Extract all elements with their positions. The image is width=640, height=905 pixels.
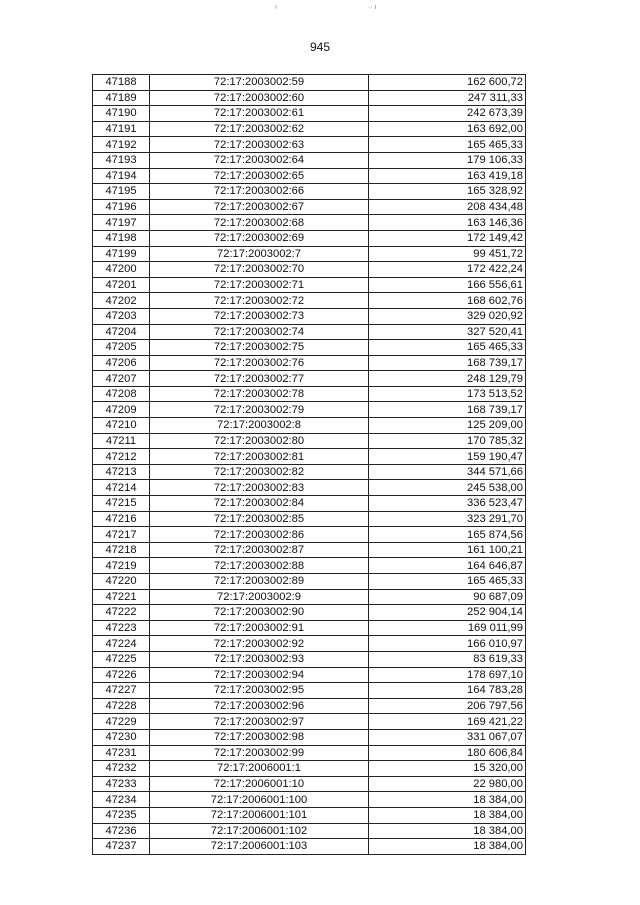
table-row — [93, 823, 526, 839]
cadastral-value-cell — [369, 496, 526, 512]
cadastral-number-cell: 72:17:2003002:77 — [150, 371, 369, 387]
cadastral-value-text: 344 571,66 — [467, 466, 523, 479]
cadastral-value-text: 329 020,92 — [467, 310, 523, 323]
row-number-cell: 47215 — [93, 496, 150, 512]
table-row — [93, 776, 526, 792]
row-number-cell: 47230 — [93, 729, 150, 745]
cadastral-value-text: 18 384,00 — [473, 809, 523, 822]
cadastral-value-cell — [369, 152, 526, 168]
cadastral-number-cell: 72:17:2003002:97 — [150, 714, 369, 730]
cadastral-number-cell: 72:17:2003002:88 — [150, 558, 369, 574]
cadastral-value-text: 173 513,52 — [467, 388, 523, 401]
cadastral-value-cell — [369, 683, 526, 699]
cadastral-value-text: 331 067,07 — [467, 731, 523, 744]
cadastral-number-cell: 72:17:2003002:96 — [150, 698, 369, 714]
cadastral-value-cell — [369, 558, 526, 574]
cadastral-value-cell — [369, 386, 526, 402]
row-number-cell: 47219 — [93, 558, 150, 574]
cadastral-number-cell: 72:17:2003002:93 — [150, 651, 369, 667]
cadastral-value-cell — [369, 776, 526, 792]
cadastral-value-cell — [369, 433, 526, 449]
table-row — [93, 605, 526, 621]
cadastral-value-cell — [369, 199, 526, 215]
cadastral-value-text: 161 100,21 — [467, 544, 523, 557]
cadastral-value-text: 164 646,87 — [467, 559, 523, 572]
cadastral-number-cell: 72:17:2003002:70 — [150, 262, 369, 278]
cadastral-value-cell — [369, 168, 526, 184]
cadastral-value-cell — [369, 75, 526, 91]
table-row — [93, 371, 526, 387]
cadastral-value-text: 164 783,28 — [467, 684, 523, 697]
cadastral-value-text: 165 465,33 — [467, 575, 523, 588]
table-row — [93, 137, 526, 153]
table-row — [93, 574, 526, 590]
cadastral-number-cell: 72:17:2006001:100 — [150, 792, 369, 808]
cadastral-number-cell: 72:17:2003002:62 — [150, 121, 369, 137]
row-number-cell: 47227 — [93, 683, 150, 699]
cadastral-number-cell: 72:17:2003002:63 — [150, 137, 369, 153]
cadastral-number-cell: 72:17:2003002:65 — [150, 168, 369, 184]
cadastral-number-cell: 72:17:2003002:59 — [150, 75, 369, 91]
cadastral-value-cell — [369, 184, 526, 200]
cadastral-value-cell — [369, 527, 526, 543]
cadastral-value-cell — [369, 714, 526, 730]
cadastral-value-text: 206 797,56 — [467, 700, 523, 713]
cadastral-number-cell: 72:17:2003002:80 — [150, 433, 369, 449]
cadastral-value-cell — [369, 308, 526, 324]
cadastral-value-cell — [369, 667, 526, 683]
cadastral-value-cell — [369, 761, 526, 777]
cadastral-value-text: 166 556,61 — [467, 279, 523, 292]
cadastral-number-cell: 72:17:2003002:83 — [150, 480, 369, 496]
table-row — [93, 761, 526, 777]
cadastral-value-cell — [369, 511, 526, 527]
table-row — [93, 839, 526, 855]
table-row — [93, 215, 526, 231]
table-row — [93, 511, 526, 527]
cadastral-number-cell: 72:17:2003002:92 — [150, 636, 369, 652]
cadastral-number-cell: 72:17:2003002:73 — [150, 308, 369, 324]
cadastral-number-cell: 72:17:2003002:76 — [150, 355, 369, 371]
cadastral-value-cell — [369, 698, 526, 714]
cadastral-value-cell — [369, 651, 526, 667]
cadastral-value-text: 83 619,33 — [473, 653, 523, 666]
cadastral-number-cell: 72:17:2003002:68 — [150, 215, 369, 231]
cadastral-value-cell — [369, 605, 526, 621]
row-number-cell: 47205 — [93, 340, 150, 356]
cadastral-value-text: 170 785,32 — [467, 434, 523, 447]
table-row — [93, 433, 526, 449]
cadastral-value-text: 165 465,33 — [467, 341, 523, 354]
table-row — [93, 90, 526, 106]
row-number-cell: 47193 — [93, 152, 150, 168]
cadastral-number-cell: 72:17:2003002:71 — [150, 277, 369, 293]
cadastral-value-cell — [369, 464, 526, 480]
cadastral-value-cell — [369, 106, 526, 122]
cadastral-number-cell: 72:17:2003002:98 — [150, 729, 369, 745]
table-row — [93, 75, 526, 91]
row-number-cell: 47216 — [93, 511, 150, 527]
scan-artifact-right: ·· ı — [368, 4, 377, 11]
row-number-cell: 47208 — [93, 386, 150, 402]
cadastral-number-cell: 72:17:2003002:74 — [150, 324, 369, 340]
table-row — [93, 324, 526, 340]
row-number-cell: 47188 — [93, 75, 150, 91]
cadastral-value-cell — [369, 324, 526, 340]
row-number-cell: 47206 — [93, 355, 150, 371]
cadastral-number-cell: 72:17:2006001:102 — [150, 823, 369, 839]
cadastral-number-cell: 72:17:2003002:67 — [150, 199, 369, 215]
cadastral-value-text: 165 328,92 — [467, 185, 523, 198]
row-number-cell: 47228 — [93, 698, 150, 714]
table-row — [93, 729, 526, 745]
row-number-cell: 47210 — [93, 418, 150, 434]
cadastral-value-cell — [369, 449, 526, 465]
cadastral-value-text: 168 739,17 — [467, 356, 523, 369]
table-row — [93, 418, 526, 434]
row-number-cell: 47214 — [93, 480, 150, 496]
cadastral-value-cell — [369, 589, 526, 605]
table-row — [93, 152, 526, 168]
cadastral-number-cell: 72:17:2003002:87 — [150, 542, 369, 558]
cadastral-value-cell — [369, 262, 526, 278]
row-number-cell: 47220 — [93, 574, 150, 590]
table-row — [93, 651, 526, 667]
cadastral-number-cell: 72:17:2003002:75 — [150, 340, 369, 356]
cadastral-number-cell: 72:17:2006001:101 — [150, 807, 369, 823]
cadastral-value-text: 247 311,33 — [467, 91, 523, 104]
cadastral-value-text: 169 421,22 — [467, 715, 523, 728]
cadastral-value-cell — [369, 277, 526, 293]
table-row — [93, 262, 526, 278]
cadastral-value-text: 90 687,09 — [473, 590, 523, 603]
cadastral-value-text: 248 129,79 — [467, 372, 523, 385]
cadastral-value-cell — [369, 823, 526, 839]
table-row — [93, 558, 526, 574]
table-row — [93, 355, 526, 371]
cadastral-value-text: 172 422,24 — [467, 263, 523, 276]
table-row — [93, 449, 526, 465]
cadastral-value-text: 163 692,00 — [467, 123, 523, 136]
cadastral-number-cell: 72:17:2003002:66 — [150, 184, 369, 200]
cadastral-value-cell — [369, 636, 526, 652]
row-number-cell: 47226 — [93, 667, 150, 683]
cadastral-number-cell: 72:17:2003002:7 — [150, 246, 369, 262]
scan-artifact-left: ı — [275, 4, 277, 11]
cadastral-number-cell: 72:17:2003002:64 — [150, 152, 369, 168]
cadastral-number-cell: 72:17:2003002:99 — [150, 745, 369, 761]
cadastral-value-text: 168 739,17 — [467, 403, 523, 416]
cadastral-value-cell — [369, 418, 526, 434]
cadastral-value-cell — [369, 293, 526, 309]
table-row — [93, 464, 526, 480]
cadastral-value-text: 22 980,00 — [473, 778, 523, 791]
table-row — [93, 496, 526, 512]
table-row — [93, 308, 526, 324]
row-number-cell: 47222 — [93, 605, 150, 621]
cadastral-value-text: 180 606,84 — [467, 746, 523, 759]
cadastral-value-text: 252 904,14 — [467, 606, 523, 619]
row-number-cell: 47203 — [93, 308, 150, 324]
table-row — [93, 402, 526, 418]
cadastral-value-text: 179 106,33 — [467, 154, 523, 167]
cadastral-value-cell — [369, 620, 526, 636]
table-row — [93, 636, 526, 652]
cadastral-value-cell — [369, 90, 526, 106]
cadastral-value-text: 99 451,72 — [473, 247, 523, 260]
table-row — [93, 184, 526, 200]
cadastral-value-cell — [369, 729, 526, 745]
row-number-cell: 47229 — [93, 714, 150, 730]
page-number: 945 — [309, 40, 331, 54]
cadastral-value-cell — [369, 480, 526, 496]
cadastral-number-cell: 72:17:2003002:91 — [150, 620, 369, 636]
cadastral-value-cell — [369, 246, 526, 262]
table-row — [93, 698, 526, 714]
row-number-cell: 47218 — [93, 542, 150, 558]
table-row — [93, 340, 526, 356]
cadastral-number-cell: 72:17:2003002:81 — [150, 449, 369, 465]
cadastral-value-text: 168 602,76 — [467, 294, 523, 307]
row-number-cell: 47236 — [93, 823, 150, 839]
cadastral-value-text: 162 600,72 — [467, 76, 523, 89]
cadastral-value-text: 125 209,00 — [467, 419, 523, 432]
cadastral-value-cell — [369, 839, 526, 855]
table-row — [93, 246, 526, 262]
cadastral-value-cell — [369, 121, 526, 137]
row-number-cell: 47221 — [93, 589, 150, 605]
table-row — [93, 121, 526, 137]
row-number-cell: 47231 — [93, 745, 150, 761]
cadastral-value-cell — [369, 792, 526, 808]
cadastral-value-cell — [369, 355, 526, 371]
table-row — [93, 714, 526, 730]
cadastral-number-cell: 72:17:2003002:84 — [150, 496, 369, 512]
table-row — [93, 527, 526, 543]
cadastral-number-cell: 72:17:2003002:90 — [150, 605, 369, 621]
cadastral-number-cell: 72:17:2003002:78 — [150, 386, 369, 402]
row-number-cell: 47192 — [93, 137, 150, 153]
cadastral-value-text: 242 673,39 — [467, 107, 523, 120]
table-row — [93, 589, 526, 605]
cadastral-number-cell: 72:17:2003002:61 — [150, 106, 369, 122]
cadastral-number-cell: 72:17:2003002:9 — [150, 589, 369, 605]
cadastral-value-text: 18 384,00 — [473, 824, 523, 837]
cadastral-number-cell: 72:17:2003002:69 — [150, 230, 369, 246]
row-number-cell: 47211 — [93, 433, 150, 449]
row-number-cell: 47232 — [93, 761, 150, 777]
row-number-cell: 47213 — [93, 464, 150, 480]
cadastral-number-cell: 72:17:2003002:85 — [150, 511, 369, 527]
row-number-cell: 47217 — [93, 527, 150, 543]
cadastral-value-cell — [369, 574, 526, 590]
cadastral-value-cell — [369, 371, 526, 387]
cadastral-value-text: 15 320,00 — [473, 762, 523, 775]
row-number-cell: 47189 — [93, 90, 150, 106]
table-row — [93, 199, 526, 215]
table-row — [93, 293, 526, 309]
cadastral-number-cell: 72:17:2003002:82 — [150, 464, 369, 480]
row-number-cell: 47235 — [93, 807, 150, 823]
table-row — [93, 667, 526, 683]
cadastral-value-text: 245 538,00 — [467, 481, 523, 494]
row-number-cell: 47197 — [93, 215, 150, 231]
row-number-cell: 47225 — [93, 651, 150, 667]
cadastral-value-cell — [369, 542, 526, 558]
row-number-cell: 47200 — [93, 262, 150, 278]
row-number-cell: 47199 — [93, 246, 150, 262]
table-row — [93, 620, 526, 636]
cadastral-value-text: 169 011,99 — [467, 622, 523, 635]
table-row — [93, 792, 526, 808]
cadastral-number-cell: 72:17:2006001:10 — [150, 776, 369, 792]
table-row — [93, 807, 526, 823]
row-number-cell: 47198 — [93, 230, 150, 246]
table-row — [93, 168, 526, 184]
table-row — [93, 106, 526, 122]
cadastral-value-cell — [369, 745, 526, 761]
cadastral-value-text: 165 465,33 — [467, 138, 523, 151]
row-number-cell: 47237 — [93, 839, 150, 855]
table-row — [93, 480, 526, 496]
cadastral-value-text: 163 146,36 — [467, 216, 523, 229]
row-number-cell: 47207 — [93, 371, 150, 387]
table-row — [93, 542, 526, 558]
table-row — [93, 277, 526, 293]
row-number-cell: 47212 — [93, 449, 150, 465]
row-number-cell: 47201 — [93, 277, 150, 293]
cadastral-value-text: 327 520,41 — [467, 325, 523, 338]
cadastral-value-cell — [369, 807, 526, 823]
row-number-cell: 47223 — [93, 620, 150, 636]
row-number-cell: 47204 — [93, 324, 150, 340]
row-number-cell: 47195 — [93, 184, 150, 200]
cadastral-number-cell: 72:17:2003002:89 — [150, 574, 369, 590]
table-row — [93, 745, 526, 761]
cadastral-number-cell: 72:17:2003002:8 — [150, 418, 369, 434]
row-number-cell: 47233 — [93, 776, 150, 792]
cadastral-value-text: 208 434,48 — [467, 201, 523, 214]
cadastral-value-text: 18 384,00 — [473, 840, 523, 853]
cadastral-value-text: 178 697,10 — [467, 668, 523, 681]
cadastral-number-cell: 72:17:2003002:72 — [150, 293, 369, 309]
cadastral-value-text: 18 384,00 — [473, 793, 523, 806]
row-number-cell: 47202 — [93, 293, 150, 309]
cadastral-number-cell: 72:17:2003002:79 — [150, 402, 369, 418]
table-row — [93, 683, 526, 699]
cadastral-value-text: 165 874,56 — [467, 528, 523, 541]
table-row — [93, 230, 526, 246]
cadastral-number-cell: 72:17:2006001:103 — [150, 839, 369, 855]
cadastral-value-text: 172 149,42 — [467, 232, 523, 245]
cadastral-value-cell — [369, 137, 526, 153]
cadastral-number-cell: 72:17:2003002:94 — [150, 667, 369, 683]
cadastral-value-text: 159 190,47 — [467, 450, 523, 463]
row-number-cell: 47209 — [93, 402, 150, 418]
cadastral-value-text: 163 419,18 — [467, 169, 523, 182]
cadastral-number-cell: 72:17:2003002:60 — [150, 90, 369, 106]
cadastral-number-cell: 72:17:2006001:1 — [150, 761, 369, 777]
cadastral-value-text: 323 291,70 — [467, 512, 523, 525]
cadastral-value-cell — [369, 340, 526, 356]
cadastral-value-cell — [369, 230, 526, 246]
row-number-cell: 47234 — [93, 792, 150, 808]
table-body — [93, 75, 526, 855]
cadastral-number-cell: 72:17:2003002:86 — [150, 527, 369, 543]
table-row — [93, 386, 526, 402]
cadastral-number-cell: 72:17:2003002:95 — [150, 683, 369, 699]
cadastral-value-cell — [369, 215, 526, 231]
cadastral-value-table — [92, 74, 526, 855]
cadastral-value-text: 166 010,97 — [467, 637, 523, 650]
row-number-cell: 47190 — [93, 106, 150, 122]
cadastral-value-cell — [369, 402, 526, 418]
cadastral-value-text: 336 523,47 — [467, 497, 523, 510]
row-number-cell: 47191 — [93, 121, 150, 137]
row-number-cell: 47224 — [93, 636, 150, 652]
row-number-cell: 47196 — [93, 199, 150, 215]
row-number-cell: 47194 — [93, 168, 150, 184]
